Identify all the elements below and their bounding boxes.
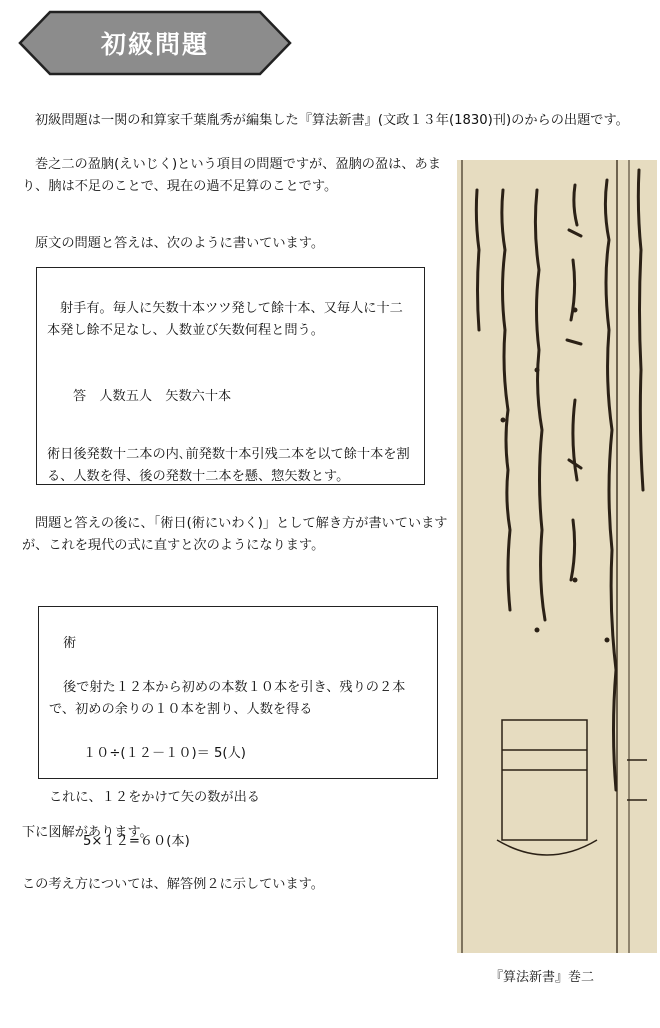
explain-paragraph: 問題と答えの後に、「術日(術にいわく)」として解き方が書いていますが、これを現代の式に直すと次のようになります。 [22, 516, 448, 553]
solution-line-2: これに、１２をかけて矢の数が出る [49, 790, 260, 805]
problem-method: 術日後発数十二本の内､前発数十本引残二本を以て餘十本を割る、人数を得、後の発数十二本を懸、惣矢数とす。 [47, 447, 410, 484]
original-manuscript-image [457, 160, 657, 953]
solution-line-1: 後で射た１２本から初めの本数１０本を引き、残りの２本で、初めの余りの１０本を割り、人数を得る [49, 680, 406, 717]
refer-note: この考え方については、解答例２に示しています。 [22, 877, 324, 892]
intro-paragraph-2: 巻之二の盈朒(えいじく)という項目の問題ですが、盈朒の盈は、あまり、朒は不足のことで、現在の過不足算のことです。 [22, 157, 441, 194]
solution-formula-1: １０÷(１２－１０)＝ 5(人) [83, 746, 246, 761]
problem-box [36, 267, 425, 485]
page-title: 初級問題 [100, 30, 209, 59]
problem-answer: 答 人数五人 矢数六十本 [73, 389, 232, 404]
solution-formula-2: 5×１２=６０(本) [83, 834, 190, 849]
below-note: 下に図解があります。 [22, 825, 153, 840]
intro-paragraph-3: 原文の問題と答えは、次のように書いています。 [35, 236, 325, 251]
image-caption: 『算法新書』巻二 [490, 970, 595, 985]
solution-heading: 術 [63, 636, 77, 651]
page-title-banner [18, 10, 292, 76]
intro-paragraph-1: 初級問題は一関の和算家千葉胤秀が編集した『算法新書』(文政１３年(1830)刊)のからの出題です。 [35, 113, 629, 128]
problem-question: 射手有。毎人に矢数十本ツツ発して餘十本、又毎人に十二本発し餘不足なし、人数並び矢数何程と問う。 [47, 301, 403, 338]
